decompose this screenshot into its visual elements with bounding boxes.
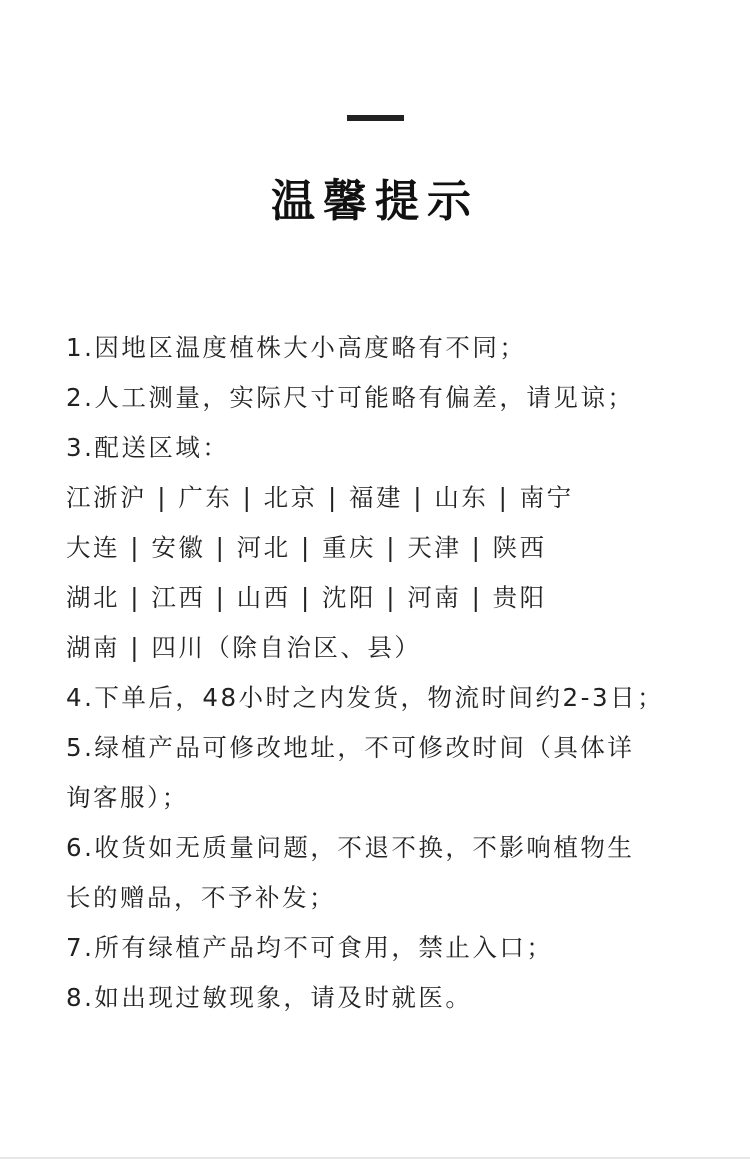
notice-line: 询客服）； (66, 783, 189, 812)
notice-line: 6.收货如无质量问题，不退不换，不影响植物生 (66, 833, 635, 862)
delivery-regions-line: 大连 | 安徽 | 河北 | 重庆 | 天津 | 陕西 (66, 533, 547, 562)
notice-line: 8.如出现过敏现象，请及时就医。 (66, 983, 473, 1012)
delivery-regions-line: 湖南 | 四川（除自治区、县） (66, 633, 422, 662)
page-title: 温馨提示 (271, 176, 479, 227)
notice-line: 5.绿植产品可修改地址，不可修改时间（具体详 (66, 733, 635, 762)
delivery-regions-line: 江浙沪 | 广东 | 北京 | 福建 | 山东 | 南宁 (66, 483, 574, 512)
notice-line: 2.人工测量，实际尺寸可能略有偏差，请见谅； (66, 383, 635, 412)
notice-line: 7.所有绿植产品均不可食用，禁止入口； (66, 933, 554, 962)
notice-line: 4.下单后，48小时之内发货，物流时间约2-3日； (66, 683, 665, 712)
notice-list (66, 323, 726, 1023)
notice-line: 3.配送区域： (66, 433, 230, 462)
title-decoration-bar (347, 115, 404, 121)
notice-line: 长的赠品，不予补发； (66, 883, 336, 912)
delivery-regions-line: 湖北 | 江西 | 山西 | 沈阳 | 河南 | 贵阳 (66, 583, 547, 612)
notice-line: 1.因地区温度植株大小高度略有不同； (66, 333, 527, 362)
